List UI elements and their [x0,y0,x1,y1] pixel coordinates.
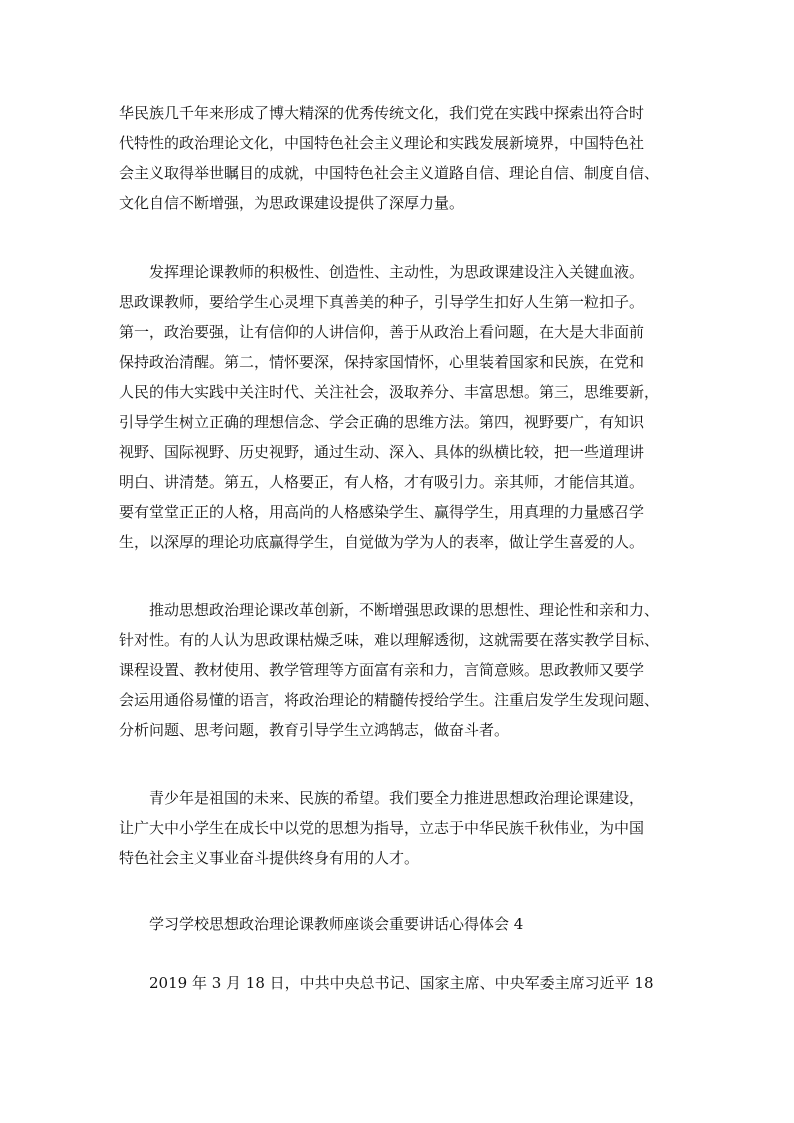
text-line: 让广大中小学生在成长中以党的思想为指导，立志于中华民族千秋伟业，为中国 [119,819,645,837]
section-heading [119,909,679,939]
text-line: 明白、讲清楚。第五，人格要正，有人格，才有吸引力。亲其师，才能信其道。 [119,473,645,491]
text-line: 推动思想政治理论课改革创新，不断增强思政课的思想性、理论性和亲和力、 [149,601,660,619]
text-line: 课程设置、教材使用、教学管理等方面富有亲和力，言简意赅。思政教师又要学 [119,661,645,679]
text-line: 青少年是祖国的未来、民族的希望。我们要全力推进思想政治理论课建设， [149,789,645,807]
text-line: 华民族几千年来形成了博大精深的优秀传统文化，我们党在实践中探索出符合时 [119,104,645,122]
heading-text: 学习学校思想政治理论课教师座谈会重要讲话心得体会 4 [149,915,524,933]
text-line: 针对性。有的人认为思政课枯燥乏味，难以理解透彻，这就需要在落实教学目标、 [119,631,660,649]
paragraph-2 [119,257,679,557]
text-line: 思政课教师，要给学生心灵埋下真善美的种子，引导学生扣好人生第一粒扣子。 [119,293,645,311]
paragraph-6 [119,968,679,998]
text-line: 要有堂堂正正的人格，用高尚的人格感染学生、赢得学生，用真理的力量感召学 [119,503,645,521]
text-line: 生，以深厚的理论功底赢得学生，自觉做为学为人的表率，做让学生喜爱的人。 [119,533,645,551]
text-line: 特色社会主义事业奋斗提供终身有用的人才。 [119,849,420,867]
text-line: 人民的伟大实践中关注时代、关注社会，汲取养分、丰富思想。第三，思维要新， [119,383,660,401]
text-line: 发挥理论课教师的积极性、创造性、主动性，为思政课建设注入关键血液。 [149,263,645,281]
text-line: 会运用通俗易懂的语言，将政治理论的精髓传授给学生。注重启发学生发现问题、 [119,691,660,709]
paragraph-3 [119,595,679,745]
text-line: 视野、国际视野、历史视野，通过生动、深入、具体的纵横比较，把一些道理讲 [119,443,645,461]
paragraph-4 [119,783,679,873]
paragraph-1 [119,98,679,218]
text-line: 2019 年 3 月 18 日，中共中央总书记、国家主席、中央军委主席习近平 18 [149,974,654,992]
text-line: 第一，政治要强，让有信仰的人讲信仰，善于从政治上看问题，在大是大非面前 [119,323,645,341]
text-line: 分析问题、思考问题，教育引导学生立鸿鹄志，做奋斗者。 [119,721,510,739]
text-line: 引导学生树立正确的理想信念、学会正确的思维方法。第四，视野要广，有知识 [119,413,645,431]
text-line: 会主义取得举世瞩目的成就，中国特色社会主义道路自信、理论自信、制度自信、 [119,164,660,182]
text-line: 保持政治清醒。第二，情怀要深，保持家国情怀，心里装着国家和民族，在党和 [119,353,645,371]
text-line: 代特性的政治理论文化，中国特色社会主义理论和实践发展新境界，中国特色社 [119,134,645,152]
text-line: 文化自信不断增强，为思政课建设提供了深厚力量。 [119,194,465,212]
